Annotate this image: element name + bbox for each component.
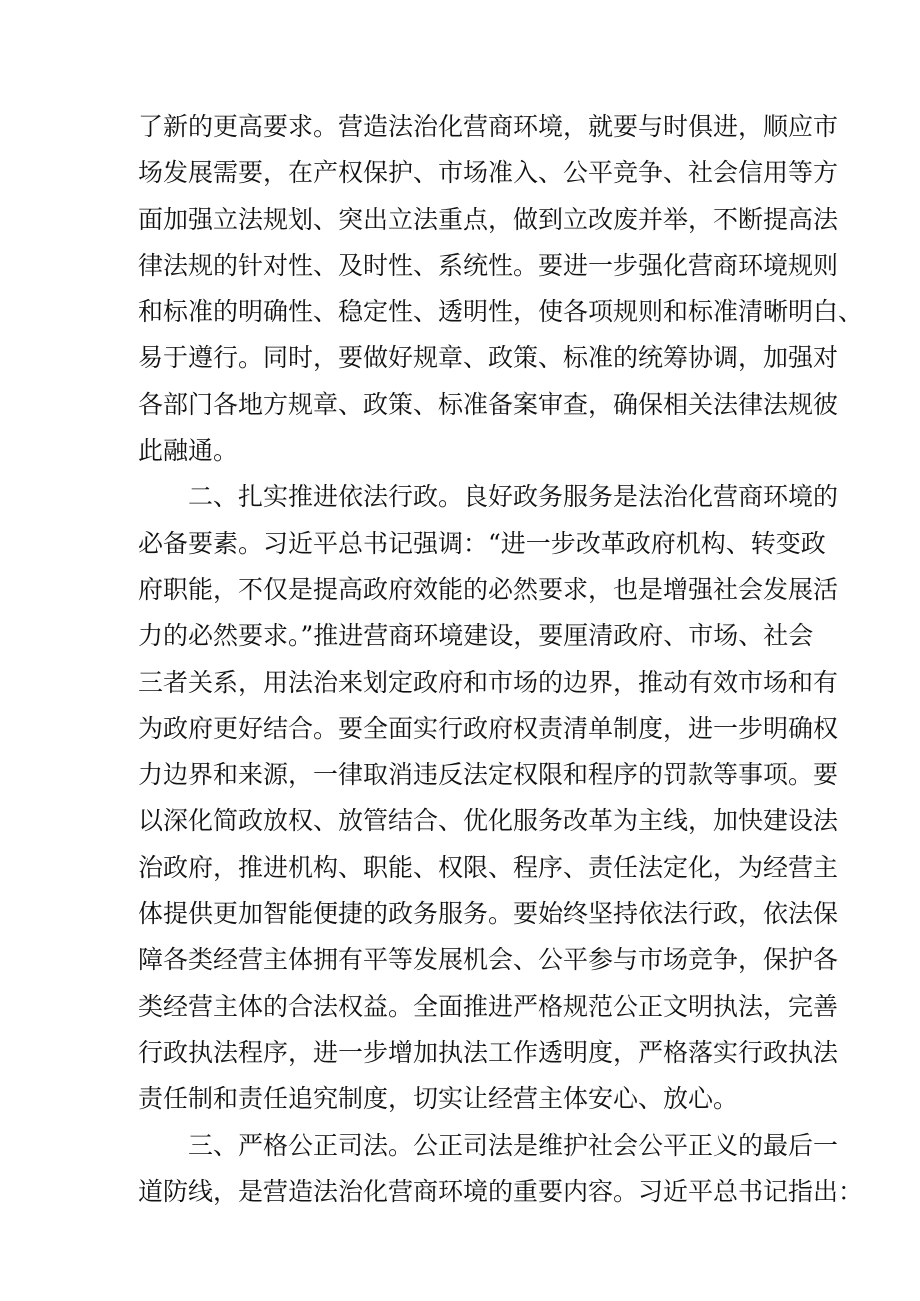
paragraph-line: 责任制和责任追究制度，切实让经营主体安心、放心。 (138, 1084, 739, 1114)
paragraph-line: 力边界和来源，一律取消违反法定权限和程序的罚款等事项。要 (138, 760, 839, 790)
paragraph-line: 律法规的针对性、及时性、系统性。要进一步强化营商环境规则 (138, 250, 839, 280)
paragraph-line: 必备要素。习近平总书记强调：“进一步改革政府机构、转变政 (138, 528, 826, 558)
paragraph-line: 各部门各地方规章、政策、标准备案审查，确保相关法律法规彼 (138, 389, 839, 419)
paragraph-line: 场发展需要，在产权保护、市场准入、公平竞争、社会信用等方 (138, 158, 839, 188)
paragraph-line: 力的必然要求。”推进营商环境建设，要厘清政府、市场、社会 (138, 621, 814, 651)
paragraph-line: 面加强立法规划、突出立法重点，做到立改废并举，不断提高法 (138, 204, 839, 234)
paragraph-line: 以深化简政放权、放管结合、优化服务改革为主线，加快建设法 (138, 806, 839, 836)
paragraph-line: 行政执法程序，进一步增加执法工作透明度，严格落实行政执法 (138, 1037, 839, 1067)
paragraph-line: 府职能，不仅是提高政府效能的必然要求，也是增强社会发展活 (138, 574, 839, 604)
paragraph-line: 二、扎实推进依法行政。良好政务服务是法治化营商环境的 (188, 482, 839, 512)
paragraph-line: 治政府，推进机构、职能、权限、程序、责任法定化，为经营主 (138, 852, 839, 882)
paragraph-line: 此融通。 (138, 436, 239, 466)
paragraph-line: 和标准的明确性、稳定性、透明性，使各项规则和标准清晰明白、 (138, 297, 864, 327)
paragraph-line: 体提供更加智能便捷的政务服务。要始终坚持依法行政，依法保 (138, 899, 839, 929)
body-text (138, 104, 864, 1215)
paragraph-line: 为政府更好结合。要全面实行政府权责清单制度，进一步明确权 (138, 713, 839, 743)
paragraph-line: 三、严格公正司法。公正司法是维护社会公平正义的最后一 (188, 1130, 839, 1160)
paragraph-line: 类经营主体的合法权益。全面推进严格规范公正文明执法，完善 (138, 991, 839, 1021)
paragraph-line: 道防线，是营造法治化营商环境的重要内容。习近平总书记指出： (138, 1176, 864, 1206)
paragraph-line: 障各类经营主体拥有平等发展机会、公平参与市场竞争，保护各 (138, 945, 839, 975)
paragraph-line: 了新的更高要求。营造法治化营商环境，就要与时俱进，顺应市 (138, 112, 839, 141)
paragraph-line: 易于遵行。同时，要做好规章、政策、标准的统筹协调，加强对 (138, 343, 839, 373)
paragraph-line: 三者关系，用法治来划定政府和市场的边界，推动有效市场和有 (138, 667, 839, 697)
